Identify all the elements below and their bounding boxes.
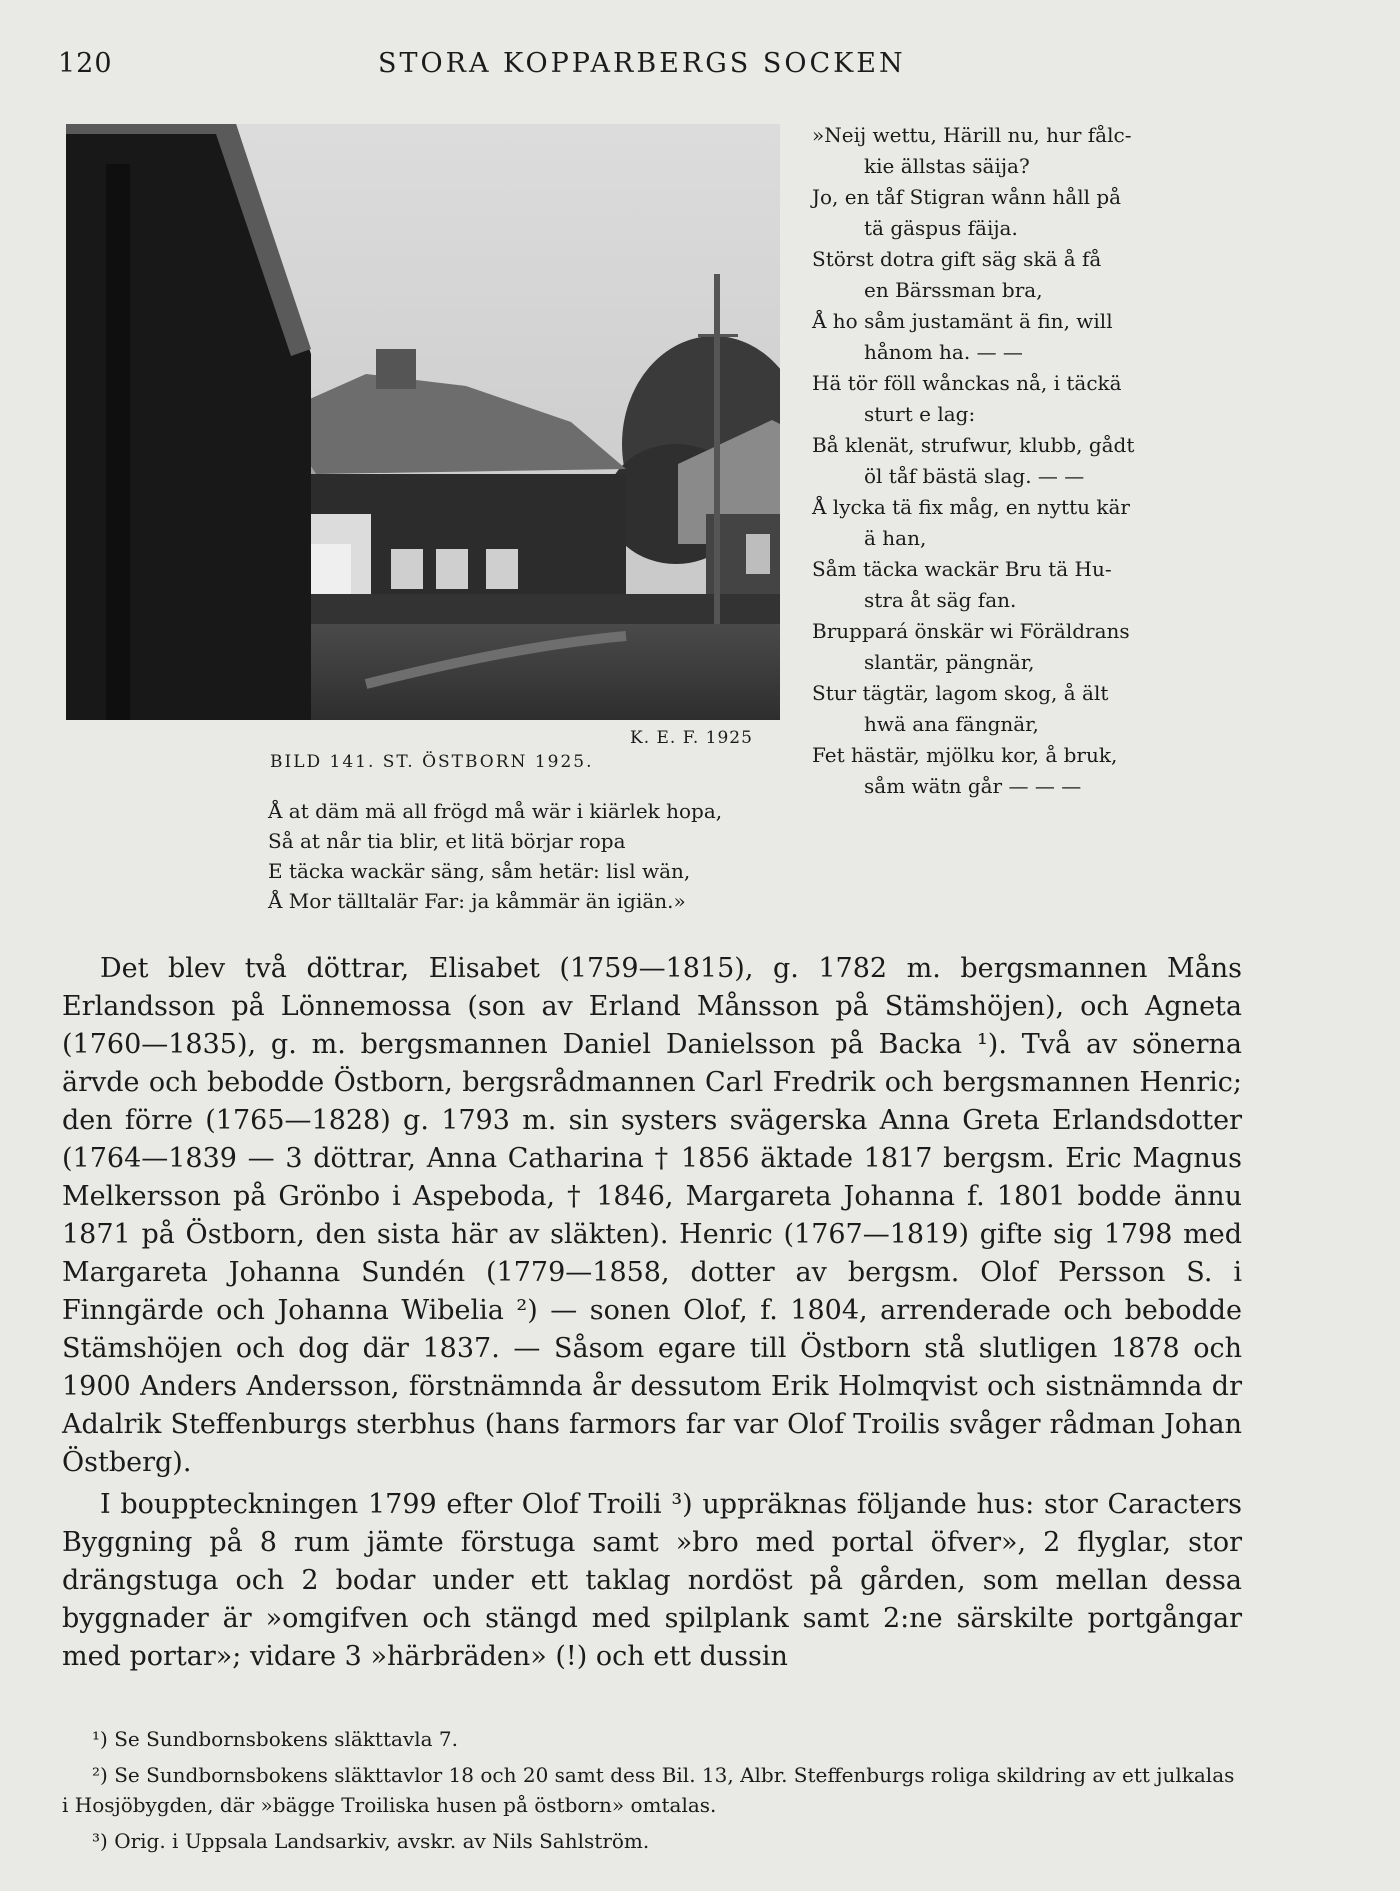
poem-line: hånom ha. — —	[864, 340, 1023, 364]
footnote-text: Se Sundbornsbokens släkttavlor 18 och 20 samt dess Bil. 13, Albr. Steffenburgs roliga skildring av ett julkalas i Hosjöbygden, där »bägge Troiliska husen på östborn» omtalas.	[62, 1763, 1235, 1817]
poem-line: Jo, en tåf Stigran wånn håll på	[812, 185, 1122, 209]
footnote-text: Se Sundbornsbokens släkttavla 7.	[114, 1727, 458, 1751]
footnote	[62, 1724, 1242, 1754]
poem-final-stanza	[268, 796, 722, 916]
poem-line: öl tåf bästä slag. — —	[864, 464, 1085, 488]
running-title: STORA KOPPARBERGS SOCKEN	[378, 48, 906, 79]
poem-line: såm wätn går — — —	[864, 774, 1082, 798]
poem-line: slantär, pängnär,	[864, 650, 1035, 674]
body-paragraph: Det blev två döttrar, Elisabet (1759—1815), g. 1782 m. bergsmannen Måns Erlandsson på Lönnemossa (son av Erland Månsson på Stämshöjen), och Agneta (1760—1835), g. m. bergsmannen Daniel Danielsson på Backa ¹). Två av sönerna ärvde och bebodde Östborn, bergsrådmannen Carl Fredrik och bergsmannen Henric; den förre (1765—1828) g. 1793 m. sin systers svägerska Anna Greta Erlandsdotter (1764—1839 — 3 döttrar, Anna Catharina † 1856 äktade 1817 bergsm. Eric Magnus Melkersson på Grönbo i Aspeboda, † 1846, Margareta Johanna f. 1801 bodde ännu 1871 på Östborn, den sista här av släkten). Henric (1767—1819) gifte sig 1798 med Margareta Johanna Sundén (1779—1858, dotter av bergsm. Olof Persson S. i Finngärde och Johanna Wibelia ²) — sonen Olof, f. 1804, arrenderade och bebodde Stämshöjen och dog där 1837. — Såsom egare till Östborn stå slutligen 1878 och 1900 Anders Andersson, förstnämnda år dessutom Erik Holmqvist och sistnämnda dr Adalrik Steffenburgs sterbhus (hans farmors far var Olof Troilis svåger rådman Johan Östberg).	[62, 953, 1242, 1478]
footnotes	[62, 1724, 1242, 1862]
poem-line: Bruppará önskär wi Föräldrans	[812, 619, 1130, 643]
stanza-line: Å Mor tälltalär Far: ja kåmmär än igiän.»	[268, 889, 686, 913]
poem-line: Fet hästär, mjölku kor, å bruk,	[812, 743, 1118, 767]
page-number: 120	[58, 48, 113, 79]
footnote-text: Orig. i Uppsala Landsarkiv, avskr. av Nils Sahlström.	[114, 1829, 650, 1853]
poem-line: Störst dotra gift säg skä å få	[812, 247, 1102, 271]
poem-line: Stur tägtär, lagom skog, å ält	[812, 681, 1109, 705]
poem-line: tä gäspus fäija.	[864, 216, 1018, 240]
body-text	[62, 950, 1242, 1676]
footnote	[62, 1760, 1242, 1820]
poem-line: sturt e lag:	[864, 402, 976, 426]
poem-line: hwä ana fängnär,	[864, 712, 1039, 736]
poem-line: Hä tör föll wånckas nå, i täckä	[812, 371, 1122, 395]
poem-line: stra åt säg fan.	[864, 588, 1017, 612]
poem-line: »Neij wettu, Härill nu, hur fålc-	[812, 123, 1132, 147]
poem-line: ä han,	[864, 526, 927, 550]
stanza-line: Så at når tia blir, et litä börjar ropa	[268, 829, 626, 853]
photo-credit: K. E. F. 1925	[630, 728, 753, 748]
footnote-mark: ²)	[92, 1763, 115, 1787]
running-head	[58, 48, 1360, 88]
figure-caption: BILD 141. ST. ÖSTBORN 1925.	[270, 752, 594, 772]
body-paragraph: I bouppteckningen 1799 efter Olof Troili ³) uppräknas följande hus: stor Caracters Byggning på 8 rum jämte förstuga samt »bro med portal öfver», 2 flyglar, stor drängstuga och 2 bodar under ett taklag nordöst på gården, som mellan dessa byggnader är »omgifven och stängd med spilplank samt 2:ne särskilte portgångar med portar»; vidare 3 »härbräden» (!) och ett dussin	[62, 1489, 1242, 1672]
poem-line: Å ho såm justamänt ä fin, will	[812, 309, 1113, 333]
poem-column	[812, 120, 1242, 802]
poem-line: Såm täcka wackär Bru tä Hu-	[812, 557, 1112, 581]
footnote	[62, 1826, 1242, 1856]
poem-line: en Bärssman bra,	[864, 278, 1043, 302]
poem-line: Bå klenät, strufwur, klubb, gådt	[812, 433, 1135, 457]
footnote-mark: ³)	[92, 1829, 115, 1853]
poem-line: kie ällstas säija?	[864, 154, 1030, 178]
footnote-mark: ¹)	[92, 1727, 115, 1751]
photo-illustration	[66, 124, 780, 720]
house-photograph	[66, 124, 780, 720]
stanza-line: E täcka wackär säng, såm hetär: lisl wän,	[268, 859, 691, 883]
stanza-line: Å at däm mä all frögd må wär i kiärlek hopa,	[268, 799, 723, 823]
poem-line: Å lycka tä fix måg, en nyttu kär	[812, 495, 1130, 519]
